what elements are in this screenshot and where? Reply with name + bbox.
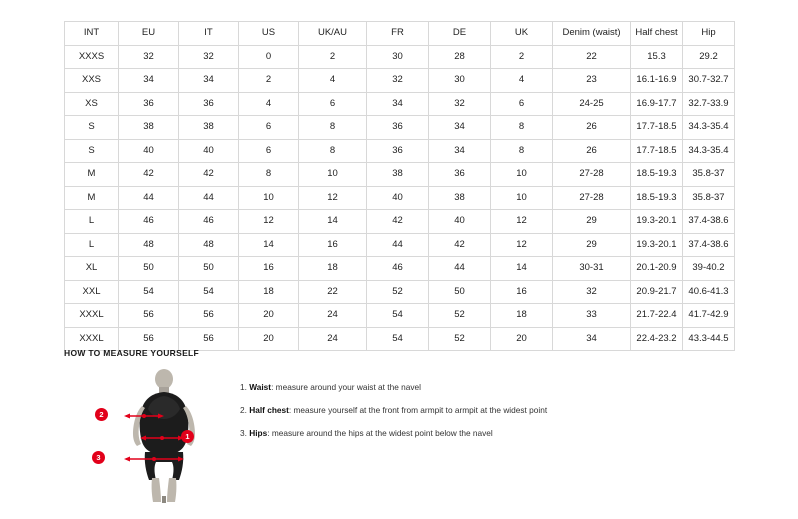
table-row xyxy=(65,210,735,234)
cell-it: 46 xyxy=(179,210,239,234)
cell-fr: 36 xyxy=(367,139,429,163)
column-header-int: INT xyxy=(65,22,119,46)
cell-us: 12 xyxy=(239,210,299,234)
column-header-de: DE xyxy=(429,22,491,46)
cell-half-chest: 15.3 xyxy=(631,45,683,69)
cell-half-chest: 16.1-16.9 xyxy=(631,69,683,93)
cell-uk: 12 xyxy=(491,233,553,257)
cell-uk-au: 24 xyxy=(299,304,367,328)
cell-eu: 56 xyxy=(119,304,179,328)
cell-de: 38 xyxy=(429,186,491,210)
cell-uk-au: 18 xyxy=(299,257,367,281)
cell-it: 38 xyxy=(179,116,239,140)
cell-de: 44 xyxy=(429,257,491,281)
cell-hip: 41.7-42.9 xyxy=(683,304,735,328)
cell-fr: 44 xyxy=(367,233,429,257)
cell-int: XL xyxy=(65,257,119,281)
cell-denim-waist: 22 xyxy=(553,45,631,69)
cell-uk-au: 24 xyxy=(299,327,367,351)
cell-fr: 54 xyxy=(367,304,429,328)
cell-us: 10 xyxy=(239,186,299,210)
cell-denim-waist: 26 xyxy=(553,116,631,140)
size-chart-body xyxy=(65,45,735,351)
table-row xyxy=(65,304,735,328)
cell-denim-waist: 29 xyxy=(553,210,631,234)
cell-half-chest: 22.4-23.2 xyxy=(631,327,683,351)
column-header-fr: FR xyxy=(367,22,429,46)
cell-it: 56 xyxy=(179,304,239,328)
cell-denim-waist: 27-28 xyxy=(553,163,631,187)
cell-eu: 32 xyxy=(119,45,179,69)
cell-int: XXS xyxy=(65,69,119,93)
cell-us: 18 xyxy=(239,280,299,304)
column-header-uk-au: UK/AU xyxy=(299,22,367,46)
instruction-term-hips: Hips xyxy=(249,427,268,438)
column-header-half-chest: Half chest xyxy=(631,22,683,46)
size-chart-table xyxy=(64,21,735,351)
cell-int: S xyxy=(65,139,119,163)
cell-int: M xyxy=(65,186,119,210)
cell-us: 2 xyxy=(239,69,299,93)
cell-it: 42 xyxy=(179,163,239,187)
table-row xyxy=(65,257,735,281)
cell-it: 44 xyxy=(179,186,239,210)
cell-uk: 6 xyxy=(491,92,553,116)
cell-uk-au: 6 xyxy=(299,92,367,116)
cell-hip: 43.3-44.5 xyxy=(683,327,735,351)
cell-it: 48 xyxy=(179,233,239,257)
badge-waist: 1 xyxy=(181,430,194,443)
table-header-row xyxy=(65,22,735,46)
size-chart-header xyxy=(65,22,735,46)
cell-hip: 30.7-32.7 xyxy=(683,69,735,93)
size-chart-container xyxy=(64,21,734,351)
cell-int: XXXL xyxy=(65,327,119,351)
cell-eu: 56 xyxy=(119,327,179,351)
table-row xyxy=(65,163,735,187)
cell-uk: 4 xyxy=(491,69,553,93)
cell-denim-waist: 27-28 xyxy=(553,186,631,210)
cell-half-chest: 18.5-19.3 xyxy=(631,163,683,187)
cell-fr: 30 xyxy=(367,45,429,69)
cell-hip: 34.3-35.4 xyxy=(683,116,735,140)
instruction-hips xyxy=(240,428,547,439)
cell-half-chest: 21.7-22.4 xyxy=(631,304,683,328)
cell-eu: 34 xyxy=(119,69,179,93)
cell-eu: 46 xyxy=(119,210,179,234)
measure-instructions xyxy=(240,368,547,450)
instruction-waist xyxy=(240,382,547,393)
column-header-eu: EU xyxy=(119,22,179,46)
cell-hip: 35.8-37 xyxy=(683,186,735,210)
table-row xyxy=(65,233,735,257)
cell-uk: 18 xyxy=(491,304,553,328)
cell-uk-au: 22 xyxy=(299,280,367,304)
cell-half-chest: 17.7-18.5 xyxy=(631,116,683,140)
cell-uk-au: 2 xyxy=(299,45,367,69)
cell-uk: 14 xyxy=(491,257,553,281)
instruction-number-3: 3. xyxy=(240,427,247,438)
cell-half-chest: 18.5-19.3 xyxy=(631,186,683,210)
table-row xyxy=(65,139,735,163)
instruction-term-waist: Waist xyxy=(249,382,272,392)
cell-uk: 2 xyxy=(491,45,553,69)
cell-uk-au: 8 xyxy=(299,139,367,163)
column-header-denim-waist: Denim (waist) xyxy=(553,22,631,46)
how-to-measure-section xyxy=(64,348,734,503)
cell-half-chest: 19.3-20.1 xyxy=(631,210,683,234)
cell-eu: 38 xyxy=(119,116,179,140)
cell-us: 20 xyxy=(239,304,299,328)
cell-uk-au: 10 xyxy=(299,163,367,187)
cell-int: L xyxy=(65,233,119,257)
cell-denim-waist: 29 xyxy=(553,233,631,257)
cell-int: L xyxy=(65,210,119,234)
cell-us: 20 xyxy=(239,327,299,351)
instruction-text-waist: : measure around your waist at the navel xyxy=(271,382,421,392)
cell-us: 6 xyxy=(239,139,299,163)
cell-uk: 12 xyxy=(491,210,553,234)
cell-int: XXXS xyxy=(65,45,119,69)
cell-us: 14 xyxy=(239,233,299,257)
cell-fr: 54 xyxy=(367,327,429,351)
cell-hip: 32.7-33.9 xyxy=(683,92,735,116)
cell-uk-au: 14 xyxy=(299,210,367,234)
cell-uk-au: 12 xyxy=(299,186,367,210)
cell-half-chest: 20.1-20.9 xyxy=(631,257,683,281)
cell-uk-au: 8 xyxy=(299,116,367,140)
cell-hip: 37.4-38.6 xyxy=(683,210,735,234)
cell-us: 0 xyxy=(239,45,299,69)
cell-uk: 16 xyxy=(491,280,553,304)
cell-it: 34 xyxy=(179,69,239,93)
cell-denim-waist: 23 xyxy=(553,69,631,93)
table-row xyxy=(65,186,735,210)
cell-half-chest: 20.9-21.7 xyxy=(631,280,683,304)
cell-it: 54 xyxy=(179,280,239,304)
column-header-uk: UK xyxy=(491,22,553,46)
badge-hips: 3 xyxy=(92,451,105,464)
table-row xyxy=(65,45,735,69)
how-to-measure-body xyxy=(64,368,734,503)
cell-half-chest: 17.7-18.5 xyxy=(631,139,683,163)
cell-eu: 42 xyxy=(119,163,179,187)
cell-de: 50 xyxy=(429,280,491,304)
cell-it: 50 xyxy=(179,257,239,281)
cell-hip: 40.6-41.3 xyxy=(683,280,735,304)
cell-fr: 36 xyxy=(367,116,429,140)
cell-denim-waist: 34 xyxy=(553,327,631,351)
cell-fr: 40 xyxy=(367,186,429,210)
cell-uk: 8 xyxy=(491,139,553,163)
cell-eu: 54 xyxy=(119,280,179,304)
instruction-text-half-chest: : measure yourself at the front from armpit to armpit at the widest point xyxy=(288,404,548,415)
column-header-us: US xyxy=(239,22,299,46)
cell-hip: 37.4-38.6 xyxy=(683,233,735,257)
mannequin-illustration xyxy=(96,368,224,503)
table-row xyxy=(65,116,735,140)
cell-de: 28 xyxy=(429,45,491,69)
cell-fr: 52 xyxy=(367,280,429,304)
cell-it: 32 xyxy=(179,45,239,69)
cell-fr: 46 xyxy=(367,257,429,281)
cell-it: 40 xyxy=(179,139,239,163)
cell-de: 30 xyxy=(429,69,491,93)
cell-half-chest: 19.3-20.1 xyxy=(631,233,683,257)
cell-de: 34 xyxy=(429,139,491,163)
table-row xyxy=(65,327,735,351)
cell-int: XXL xyxy=(65,280,119,304)
how-to-measure-title: HOW TO MEASURE YOURSELF xyxy=(64,348,200,358)
cell-de: 34 xyxy=(429,116,491,140)
cell-uk-au: 4 xyxy=(299,69,367,93)
instruction-half-chest xyxy=(240,405,547,416)
cell-de: 42 xyxy=(429,233,491,257)
cell-de: 52 xyxy=(429,304,491,328)
cell-us: 8 xyxy=(239,163,299,187)
cell-hip: 35.8-37 xyxy=(683,163,735,187)
mannequin-figure-icon xyxy=(104,368,224,503)
cell-de: 32 xyxy=(429,92,491,116)
cell-denim-waist: 26 xyxy=(553,139,631,163)
cell-uk: 20 xyxy=(491,327,553,351)
badge-half-chest: 2 xyxy=(95,408,108,421)
cell-de: 36 xyxy=(429,163,491,187)
cell-eu: 40 xyxy=(119,139,179,163)
table-row xyxy=(65,92,735,116)
instruction-number-1: 1. xyxy=(240,382,247,392)
cell-us: 6 xyxy=(239,116,299,140)
table-row xyxy=(65,280,735,304)
cell-fr: 42 xyxy=(367,210,429,234)
cell-it: 36 xyxy=(179,92,239,116)
cell-hip: 34.3-35.4 xyxy=(683,139,735,163)
instruction-text-hips: : measure around the hips at the widest point below the navel xyxy=(267,427,493,438)
instruction-number-2: 2. xyxy=(240,404,247,415)
cell-eu: 36 xyxy=(119,92,179,116)
cell-uk: 10 xyxy=(491,186,553,210)
cell-int: S xyxy=(65,116,119,140)
cell-denim-waist: 30-31 xyxy=(553,257,631,281)
cell-hip: 39-40.2 xyxy=(683,257,735,281)
cell-uk: 10 xyxy=(491,163,553,187)
cell-us: 16 xyxy=(239,257,299,281)
table-row xyxy=(65,69,735,93)
cell-fr: 38 xyxy=(367,163,429,187)
cell-eu: 50 xyxy=(119,257,179,281)
cell-uk: 8 xyxy=(491,116,553,140)
cell-denim-waist: 24-25 xyxy=(553,92,631,116)
cell-eu: 44 xyxy=(119,186,179,210)
cell-half-chest: 16.9-17.7 xyxy=(631,92,683,116)
cell-denim-waist: 32 xyxy=(553,280,631,304)
cell-us: 4 xyxy=(239,92,299,116)
column-header-it: IT xyxy=(179,22,239,46)
instruction-term-half-chest: Half chest xyxy=(249,404,289,415)
cell-hip: 29.2 xyxy=(683,45,735,69)
cell-it: 56 xyxy=(179,327,239,351)
cell-fr: 34 xyxy=(367,92,429,116)
cell-int: XXXL xyxy=(65,304,119,328)
cell-uk-au: 16 xyxy=(299,233,367,257)
column-header-hip: Hip xyxy=(683,22,735,46)
cell-de: 52 xyxy=(429,327,491,351)
cell-eu: 48 xyxy=(119,233,179,257)
cell-de: 40 xyxy=(429,210,491,234)
cell-int: XS xyxy=(65,92,119,116)
cell-int: M xyxy=(65,163,119,187)
cell-fr: 32 xyxy=(367,69,429,93)
cell-denim-waist: 33 xyxy=(553,304,631,328)
